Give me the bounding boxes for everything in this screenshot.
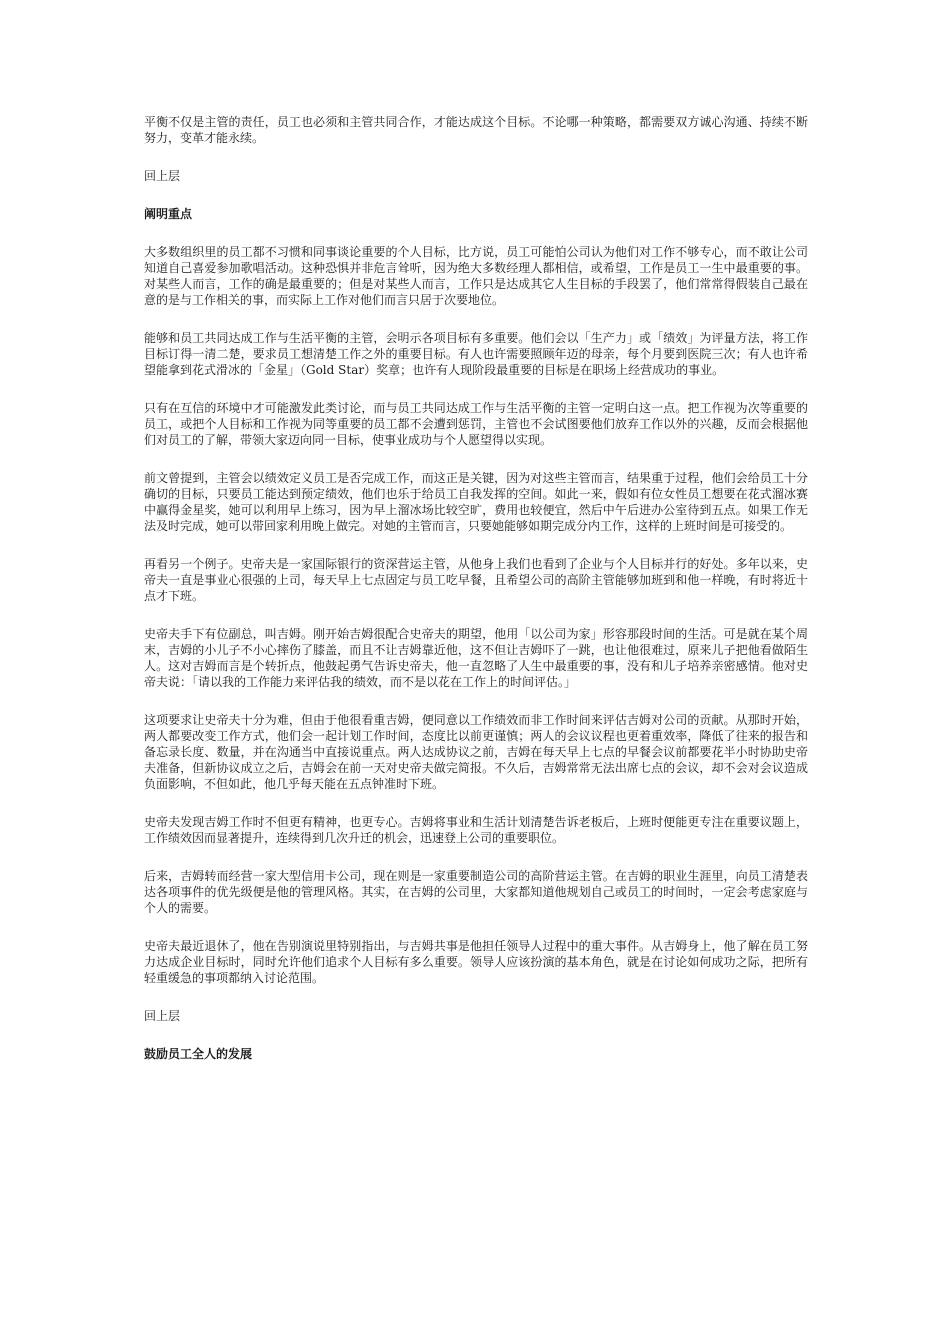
paragraph: 史帝夫发现吉姆工作时不但更有精神，也更专心。吉姆将事业和生活计划清楚告诉老板后，上班时便能更专注在重要议题上，工作绩效因而显著提升，连续得到几次升迁的机会，迅速登上公司的重要职位。 xyxy=(144,815,808,845)
paragraph: 大多数组织里的员工都不习惯和同事谈论重要的个人目标，比方说，员工可能怕公司认为他们对工作不够专心，而不敢让公司知道自己喜爱参加歌唱活动。这种恐惧并非危言耸听，因为绝大多数经理人都相信，或希望，工作是员工一生中最重要的事。对某些人而言，工作的确是最重要的；但是对某些人而言，工作只是达成其它人生目标的手段罢了，他们常常得假装自己最在意的是与工作相关的事，而实际上工作对他们而言只居于次要地位。 xyxy=(144,245,808,307)
paragraph: 再看另一个例子。史帝夫是一家国际银行的资深营运主管，从他身上我们也看到了企业与个人目标并行的好处。多年以来，史帝夫一直是事业心很强的上司，每天早上七点固定与员工吃早餐，且希望公司的高阶主管能够加班到和他一样晚，有时将近十点才下班。 xyxy=(144,557,808,603)
paragraph: 史帝夫最近退休了，他在告别演说里特别指出，与吉姆共事是他担任领导人过程中的重大事件。从吉姆身上，他了解在员工努力达成企业目标时，同时允许他们追求个人目标有多么重要。领导人应该扮演的基本角色，就是在讨论如何成功之际，把所有轻重缓急的事项都纳入讨论范围。 xyxy=(144,939,808,985)
paragraph: 只有在互信的环境中才可能激发此类讨论，而与员工共同达成工作与生活平衡的主管一定明白这一点。把工作视为次等重要的员工，或把个人目标和工作视为同等重要的员工都不会遭到惩罚，主管也不会试图要他们放弃工作以外的兴趣，反而会根据他们对员工的了解，带领大家迈向同一目标，使事业成功与个人愿望得以实现。 xyxy=(144,401,808,447)
paragraph: 这项要求让史帝夫十分为难，但由于他很看重吉姆，便同意以工作绩效而非工作时间来评估吉姆对公司的贡献。从那时开始，两人都要改变工作方式，他们会一起计划工作时间，态度比以前更谨慎；两人的会议议程也更着重效率，降低了往来的报告和备忘录长度、数量，并在沟通当中直接说重点。两人达成协议之前，吉姆在每天早上七点的早餐会议前都要花半小时协助史帝夫准备，但新协议成立之后，吉姆会在前一天对史帝夫做完简报。不久后，吉姆常常无法出席七点的会议，却不会对会议造成负面影响，不但如此，他几乎每天能在五点钟准时下班。 xyxy=(144,713,808,791)
document-body xyxy=(144,114,808,1084)
section-heading: 阐明重点 xyxy=(144,207,193,221)
back-to-top-link[interactable]: 回上层 xyxy=(144,1009,181,1023)
paragraph: 能够和员工共同达成工作与生活平衡的主管，会明示各项目标有多重要。他们会以「生产力」或「绩效」为评量方法，将工作目标订得一清二楚，要求员工想清楚工作之外的重要目标。有人也许需要照顾年迈的母亲，每个月要到医院三次；有人也许希望能拿到花式滑冰的「金星」（Gold Star）奖章；也许有人现阶段最重要的目标是在职场上经营成功的事业。 xyxy=(144,331,808,377)
section-heading: 鼓励员工全人的发展 xyxy=(144,1047,253,1061)
paragraph: 史帝夫手下有位副总，叫吉姆。刚开始吉姆很配合史帝夫的期望，他用「以公司为家」形容那段时间的生活。可是就在某个周末，吉姆的小儿子不小心摔伤了膝盖，而且不让吉姆靠近他，这不但让吉姆吓了一跳，也让他很难过，原来儿子把他看做陌生人。这对吉姆而言是个转折点，他鼓起勇气告诉史帝夫，他一直忽略了人生中最重要的事，没有和儿子培养亲密感情。他对史帝夫说：「请以我的工作能力来评估我的绩效，而不是以花在工作上的时间评估。」 xyxy=(144,627,808,689)
back-to-top-link[interactable]: 回上层 xyxy=(144,169,181,183)
paragraph: 后来，吉姆转而经营一家大型信用卡公司，现在则是一家重要制造公司的高阶营运主管。在吉姆的职业生涯里，向员工清楚表达各项事件的优先级便是他的管理风格。其实，在吉姆的公司里，大家都知道他规划自己或员工的时间时，一定会考虑家庭与个人的需要。 xyxy=(144,869,808,915)
paragraph: 前文曾提到，主管会以绩效定义员工是否完成工作，而这正是关键，因为对这些主管而言，结果重于过程，他们会给员工十分确切的目标，只要员工能达到预定绩效，他们也乐于给员工自我发挥的空间。如此一来，假如有位女性员工想要在花式溜冰赛中赢得金星奖，她可以利用早上练习，因为早上溜冰场比较空旷，费用也较便宜，然后中午后进办公室待到五点。如果工作无法及时完成，她可以带回家利用晚上做完。对她的主管而言，只要她能够如期完成分内工作，这样的上班时间是可接受的。 xyxy=(144,471,808,533)
paragraph-intro: 平衡不仅是主管的责任，员工也必须和主管共同合作，才能达成这个目标。不论哪一种策略，都需要双方诚心沟通、持续不断努力，变革才能永续。 xyxy=(144,115,808,145)
